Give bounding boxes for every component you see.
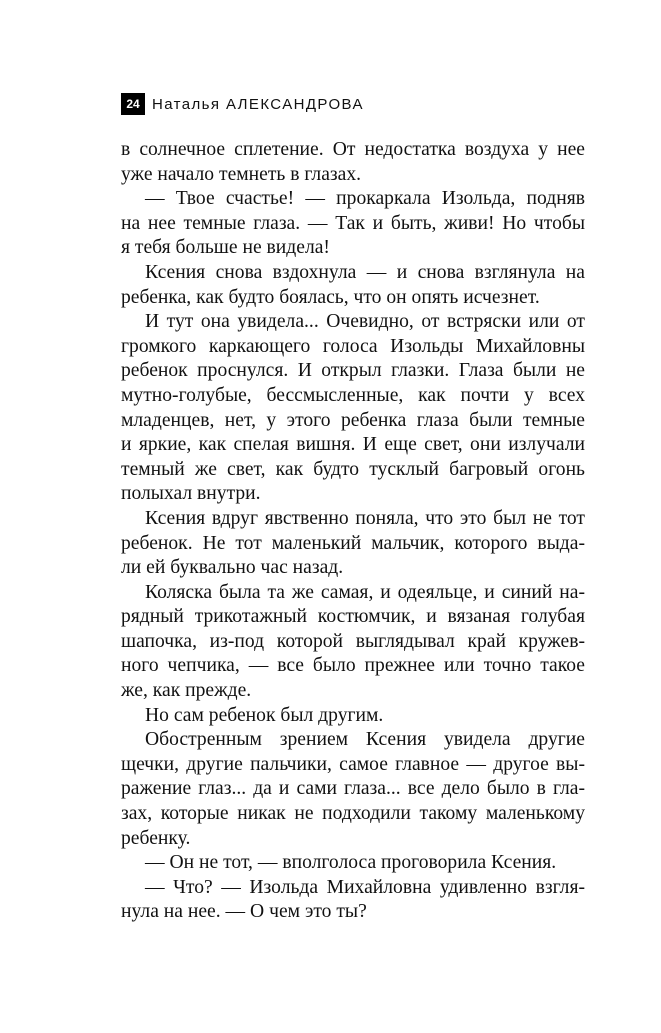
text-line: Ксения снова вздохнула — и снова взглянула на [145, 261, 585, 283]
text-line: я тебя больше не видела! [121, 237, 330, 259]
text-line: Обостренным зрением Ксения увидела другие [145, 729, 585, 751]
page-number: 24 [121, 93, 145, 115]
text-line: И тут она увидела... Очевидно, от встряски или от [145, 311, 585, 333]
text-line: Ксения вдруг явственно поняла, что это был не тот [145, 507, 585, 529]
text-line: — Твое счастье! — прокаркала Изольда, подняв [145, 188, 585, 210]
text-line: — Что? — Изольда Михайловна удивленно взгля- [145, 876, 585, 898]
running-title: Наталья АЛЕКСАНДРОВА [152, 95, 364, 113]
text-line: зах, которые никак не подходили такому маленькому [121, 803, 585, 825]
text-line: щечки, другие пальчики, самое главное — другое вы- [121, 753, 585, 775]
text-line: рядный трикотажный костюмчик, и вязаная голубая [121, 606, 585, 628]
text-line: Коляска была та же самая, и одеяльце, и синий на- [145, 581, 585, 603]
text-line: ребенка, как будто боялась, что он опять исчезнет. [121, 286, 540, 308]
running-head [121, 93, 364, 115]
text-line: ребенок проснулся. И открыл глазки. Глаза были не [121, 360, 585, 382]
text-line: же, как прежде. [121, 680, 252, 702]
text-line: ражение глаз... да и сами глаза... все дело было в гла- [121, 778, 585, 800]
body-text [121, 138, 585, 925]
text-line: темный же свет, как будто тусклый багровый огонь [121, 458, 585, 480]
text-line: — Он не тот, — вполголоса проговорила Ксения. [145, 852, 557, 874]
text-line: уже начало темнеть в глазах. [121, 163, 362, 185]
text-line: мутно-голубые, бессмысленные, как почти у всех [121, 384, 585, 406]
text-line: ли ей буквально час назад. [121, 557, 344, 579]
text-line: нула на нее. — О чем это ты? [121, 901, 367, 923]
text-line: в солнечное сплетение. От недостатка воздуха у нее [121, 139, 585, 160]
text-line: ребенок. Не тот маленький мальчик, которого выда- [121, 532, 585, 554]
text-line: шапочка, из-под которой выглядывал край кружев- [121, 630, 585, 652]
text-line: ного чепчика, — все было прежнее или точно такое [121, 655, 585, 677]
text-line: младенцев, нет, у этого ребенка глаза были темные [121, 409, 585, 431]
text-line: на нее темные глаза. — Так и быть, живи! Но чтобы [121, 212, 585, 234]
text-line: полыхал внутри. [121, 483, 261, 505]
text-line: ребенку. [121, 827, 191, 849]
text-line: громкого каркающего голоса Изольды Михайловны [121, 335, 585, 357]
text-line: Но сам ребенок был другим. [145, 704, 384, 726]
text-line: и яркие, как спелая вишня. И еще свет, они излучали [121, 434, 585, 456]
